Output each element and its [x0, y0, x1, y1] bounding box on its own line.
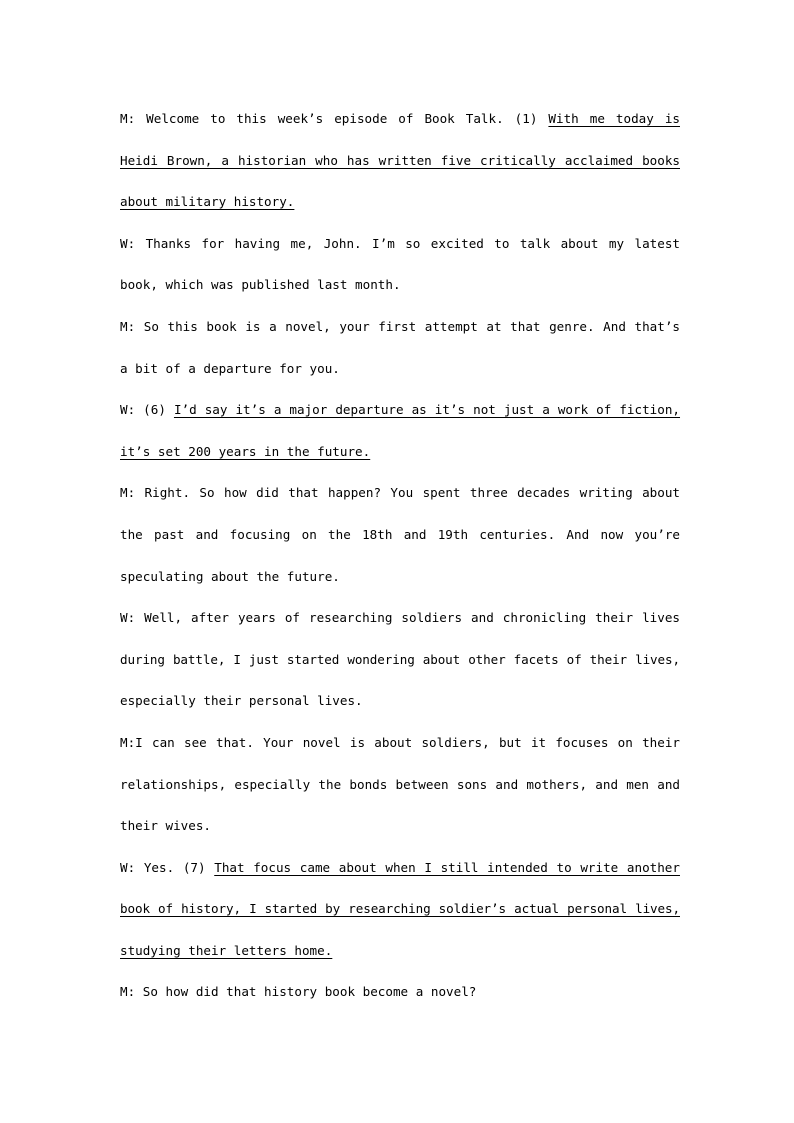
- speaker-text: M:I can see that. Your novel is about soldiers, but it focuses on their: [120, 734, 680, 750]
- speaker-text: book, which was published last month.: [120, 277, 401, 293]
- speaker-text: M: Right. So how did that happen? You spent three decades writing about: [120, 485, 680, 501]
- underlined-answer-text: it’s set 200 years in the future.: [120, 443, 371, 459]
- text-line: [120, 680, 680, 722]
- underlined-answer-text: With me today is: [548, 111, 680, 126]
- speaker-text: a bit of a departure for you.: [120, 360, 340, 376]
- speaker-text: the past and focusing on the 18th and 19th centuries. And now you’re: [120, 526, 680, 542]
- text-line: [120, 140, 680, 182]
- speaker-text: M: So this book is a novel, your first attempt at that genre. And that’s: [120, 318, 680, 334]
- speaker-text: relationships, especially the bonds between sons and mothers, and men and: [120, 776, 680, 792]
- text-line: [120, 306, 680, 348]
- text-line: [120, 597, 680, 639]
- text-line: [120, 639, 680, 681]
- underlined-answer-text: Heidi Brown, a historian who has written five critically acclaimed books: [120, 152, 680, 168]
- speaker-text: M: Welcome to this week’s episode of Book Talk. (1): [120, 111, 549, 126]
- text-line: [120, 930, 680, 972]
- speaker-text: W: (6): [120, 402, 174, 418]
- speaker-text: speculating about the future.: [120, 568, 340, 584]
- text-line: [120, 971, 680, 1013]
- text-line: [120, 514, 680, 556]
- text-line: [120, 431, 680, 473]
- text-line: [120, 722, 680, 764]
- text-line: [120, 472, 680, 514]
- text-line: [120, 389, 680, 431]
- speaker-text: especially their personal lives.: [120, 693, 363, 709]
- speaker-text: during battle, I just started wondering about other facets of their lives,: [120, 651, 680, 667]
- underlined-answer-text: book of history, I started by researching soldier’s actual personal lives,: [120, 901, 680, 917]
- text-line: [120, 888, 680, 930]
- speaker-text: M: So how did that history book become a novel?: [120, 984, 477, 1000]
- underlined-answer-text: studying their letters home.: [120, 942, 333, 958]
- text-line: [120, 847, 680, 889]
- text-line: [120, 348, 680, 390]
- text-line: [120, 223, 680, 265]
- underlined-answer-text: That focus came about when I still intended to write another: [214, 859, 680, 875]
- text-line: [120, 181, 680, 223]
- document-page: [120, 98, 680, 1013]
- underlined-answer-text: about military history.: [120, 194, 295, 210]
- underlined-answer-text: I’d say it’s a major departure as it’s not just a work of fiction,: [173, 402, 681, 418]
- text-line: [120, 805, 680, 847]
- speaker-text: W: Well, after years of researching soldiers and chronicling their lives: [120, 610, 680, 626]
- speaker-text: W: Yes. (7): [120, 859, 215, 875]
- text-line: [120, 98, 680, 140]
- text-line: [120, 556, 680, 598]
- text-line: [120, 764, 680, 806]
- text-line: [120, 264, 680, 306]
- speaker-text: W: Thanks for having me, John. I’m so excited to talk about my latest: [120, 235, 680, 251]
- speaker-text: their wives.: [120, 818, 211, 834]
